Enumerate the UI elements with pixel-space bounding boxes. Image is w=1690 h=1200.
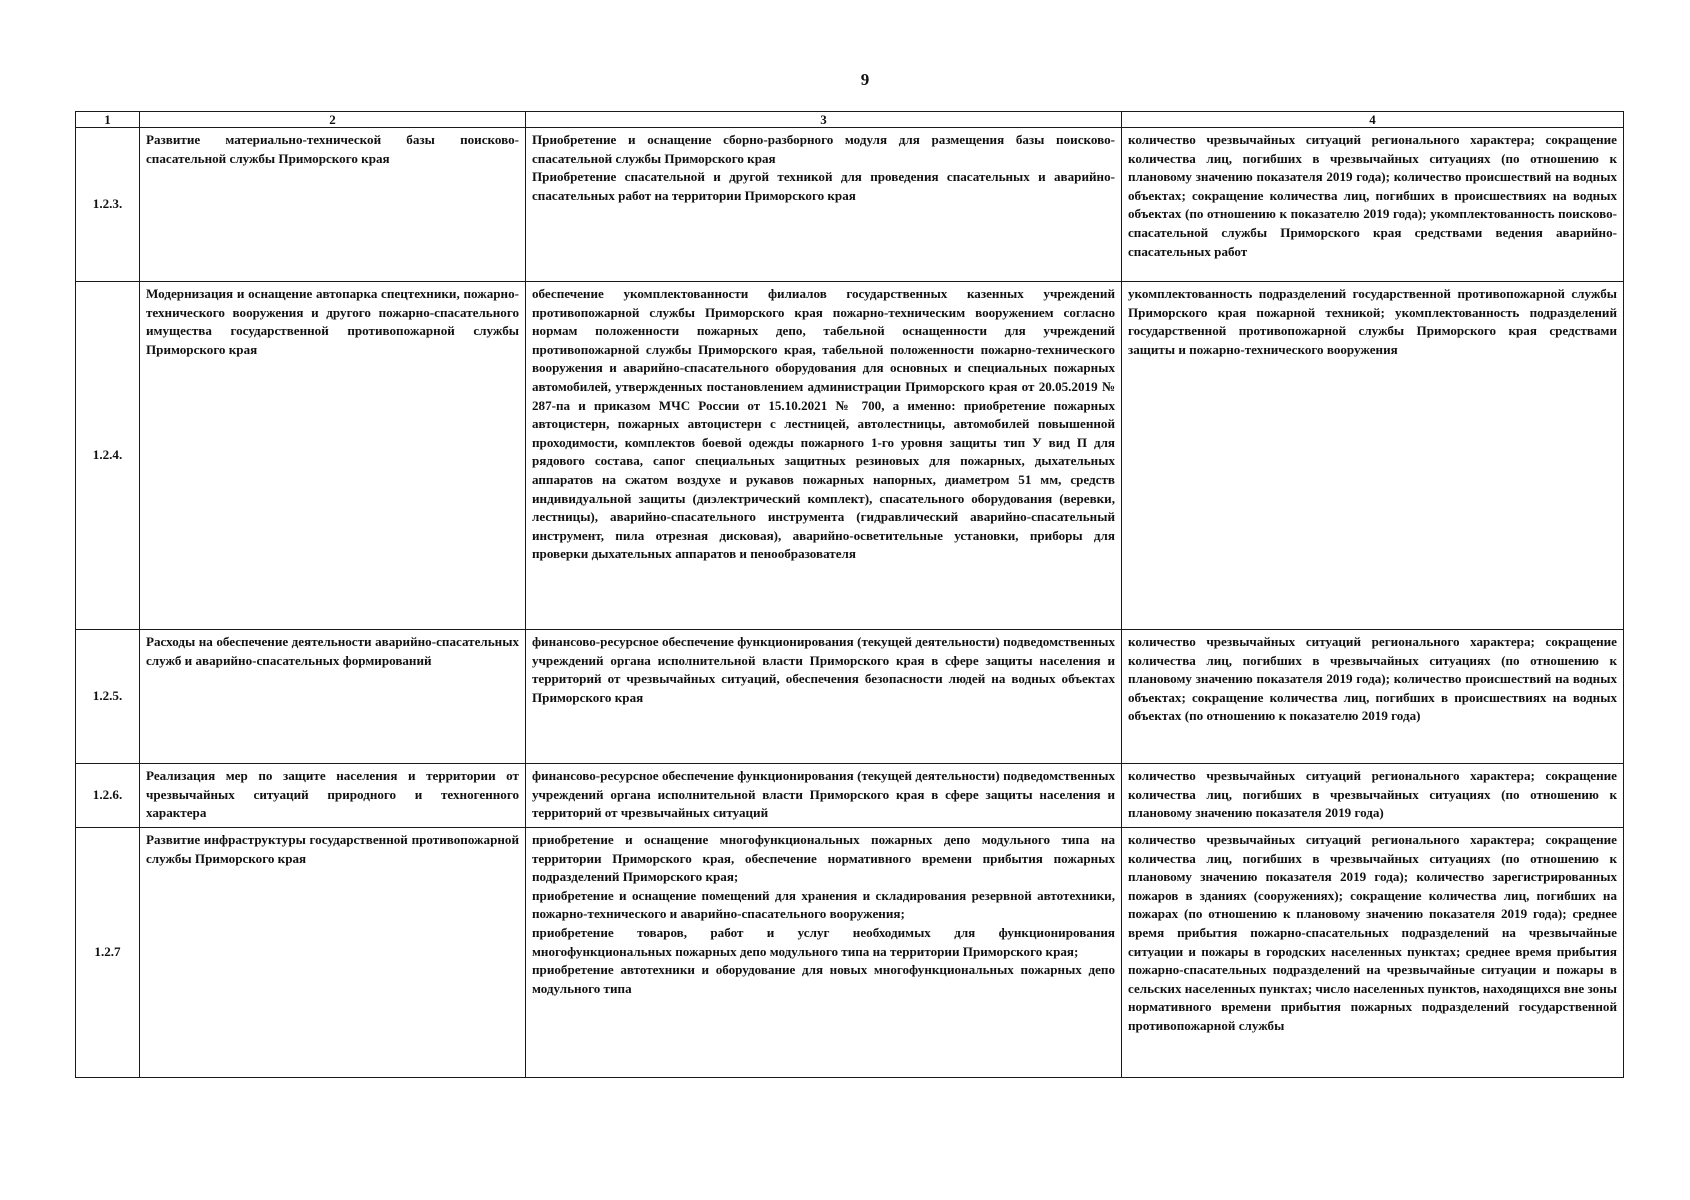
measure-actions (526, 282, 1122, 630)
measure-actions (526, 764, 1122, 828)
header-col-4: 4 (1122, 112, 1624, 128)
header-col-2: 2 (140, 112, 526, 128)
page-number: 9 (860, 70, 870, 89)
table-row (76, 282, 1624, 630)
header-col-1: 1 (76, 112, 140, 128)
measure-action: финансово-ресурсное обеспечение функционирования (текущей деятельности) подведомственных учреждений органа исполнительной власти Приморского края в сфере защиты населения и территорий от чрезвычайных ситуаций (532, 768, 1115, 821)
measure-action: обеспечение укомплектованности филиалов государственных казенных учреждений противопожарной службы Приморского края пожарно-техническим вооружением согласно нормам положенности пожарных депо, табельной оснащенности для учреждений противопожарной службы Приморского края, табельной положенности пожарно-технического вооружения и аварийно-спасательного оборудования для основных и специальных пожарных автомобилей, утвержденных постановлением администрации Приморского края от 20.05.2019 № 287-па и приказом МЧС России от 15.10.2021 № 700, а именно: приобретение пожарных автоцистерн, пожарных автоцистерн с лестницей, автолестницы, автомобилей повышенной проходимости, комплектов боевой одежды пожарного 1-го уровня защиты тип У вид П для рядового состава, сапог специальных защитных резиновых для пожарных, дыхательных аппаратов на сжатом воздухе и рукавов пожарных напорных, диаметром 51 мм, средств индивидуальной защиты (диэлектрический комплект), спасательного оборудования (веревки, лестницы), аварийно-спасательного инструмента (гидравлический аварийно-спасательный инструмент, пила отрезная дисковая), аварийно-осветительные установки, приборы для проверки дыхательных аппаратов и пенообразователя (532, 286, 1115, 562)
measure-action: приобретение и оснащение многофункциональных пожарных депо модульного типа на территории Приморского края, обеспечение нормативного времени прибытия пожарных подразделений Приморского края; (532, 832, 1115, 885)
table-row (76, 128, 1624, 282)
measure-name: Развитие материально-технической базы поисково-спасательной службы Приморского края (140, 128, 526, 282)
row-number: 1.2.4. (76, 282, 140, 630)
measure-action: финансово-ресурсное обеспечение функционирования (текущей деятельности) подведомственных учреждений органа исполнительной власти Приморского края в сфере защиты населения и территорий от чрезвычайных ситуаций, обеспечения безопасности людей на водных объектах Приморского края (532, 634, 1115, 705)
table-row (76, 828, 1624, 1078)
row-number: 1.2.6. (76, 764, 140, 828)
measure-name: Развитие инфраструктуры государственной противопожарной службы Приморского края (140, 828, 526, 1078)
header-col-3: 3 (526, 112, 1122, 128)
row-number: 1.2.7 (76, 828, 140, 1078)
table-row (76, 764, 1624, 828)
measure-action: приобретение автотехники и оборудование для новых многофункциональных пожарных депо модульного типа (532, 962, 1115, 996)
measure-name: Расходы на обеспечение деятельности аварийно-спасательных служб и аварийно-спасательных формирований (140, 630, 526, 764)
measure-actions (526, 630, 1122, 764)
indicators: количество чрезвычайных ситуаций регионального характера; сокращение количества лиц, погибших в чрезвычайных ситуациях (по отношению к плановому значению показателя 2019 года); количество происшествий на водных объектах; сокращение количества лиц, погибших в происшествиях на водных объектах (по отношению к показателю 2019 года); укомплектованность поисково-спасательной службы Приморского края средствами ведения аварийно-спасательных работ (1122, 128, 1624, 282)
measure-actions (526, 128, 1122, 282)
table-row (76, 630, 1624, 764)
row-number: 1.2.5. (76, 630, 140, 764)
indicators: количество чрезвычайных ситуаций регионального характера; сокращение количества лиц, погибших в чрезвычайных ситуациях (по отношению к плановому значению показателя 2019 года) (1122, 764, 1624, 828)
measure-action: приобретение товаров, работ и услуг необходимых для функционирования многофункциональных пожарных депо модульного типа на территории Приморского края; (532, 924, 1115, 959)
measure-actions (526, 828, 1122, 1078)
indicators: укомплектованность подразделений государственной противопожарной службы Приморского края пожарной техникой; укомплектованность подразделений государственной противопожарной службы Приморского края средствами защиты и пожарно-технического вооружения (1122, 282, 1624, 630)
row-number: 1.2.3. (76, 128, 140, 282)
indicators: количество чрезвычайных ситуаций регионального характера; сокращение количества лиц, погибших в чрезвычайных ситуациях (по отношению к плановому значению показателя 2019 года); количество происшествий на водных объектах; сокращение количества лиц, погибших в происшествиях на водных объектах (по отношению к показателю 2019 года) (1122, 630, 1624, 764)
measure-name: Реализация мер по защите населения и территории от чрезвычайных ситуаций природного и техногенного характера (140, 764, 526, 828)
measure-name: Модернизация и оснащение автопарка спецтехники, пожарно-технического вооружения и другого пожарно-спасательного имущества государственной противопожарной службы Приморского края (140, 282, 526, 630)
measure-action: Приобретение и оснащение сборно-разборного модуля для размещения базы поисково-спасательной службы Приморского края (532, 132, 1115, 166)
measure-action: Приобретение спасательной и другой техникой для проведения спасательных и аварийно-спасательных работ на территории Приморского края (532, 169, 1115, 203)
program-measures-table (75, 111, 1624, 1078)
measure-action: приобретение и оснащение помещений для хранения и складирования резервной автотехники, пожарно-технического и аварийно-спасательного вооружения; (532, 887, 1115, 922)
table-header-row (76, 112, 1624, 128)
indicators: количество чрезвычайных ситуаций регионального характера; сокращение количества лиц, погибших в чрезвычайных ситуациях (по отношению к плановому значению показателя 2019 года); количество зарегистрированных пожаров в зданиях (сооружениях); сокращение количества лиц, погибших на пожарах (по отношению к плановому значению показателя 2019 года); среднее время прибытия пожарно-спасательных подразделений на чрезвычайные ситуации и пожары в городских населенных пунктах; среднее время прибытия пожарно-спасательных подразделений на чрезвычайные ситуации и пожары в сельских населенных пунктах; число населенных пунктов, находящихся вне зоны нормативного времени прибытия пожарных подразделений государственной противопожарной службы (1122, 828, 1624, 1078)
